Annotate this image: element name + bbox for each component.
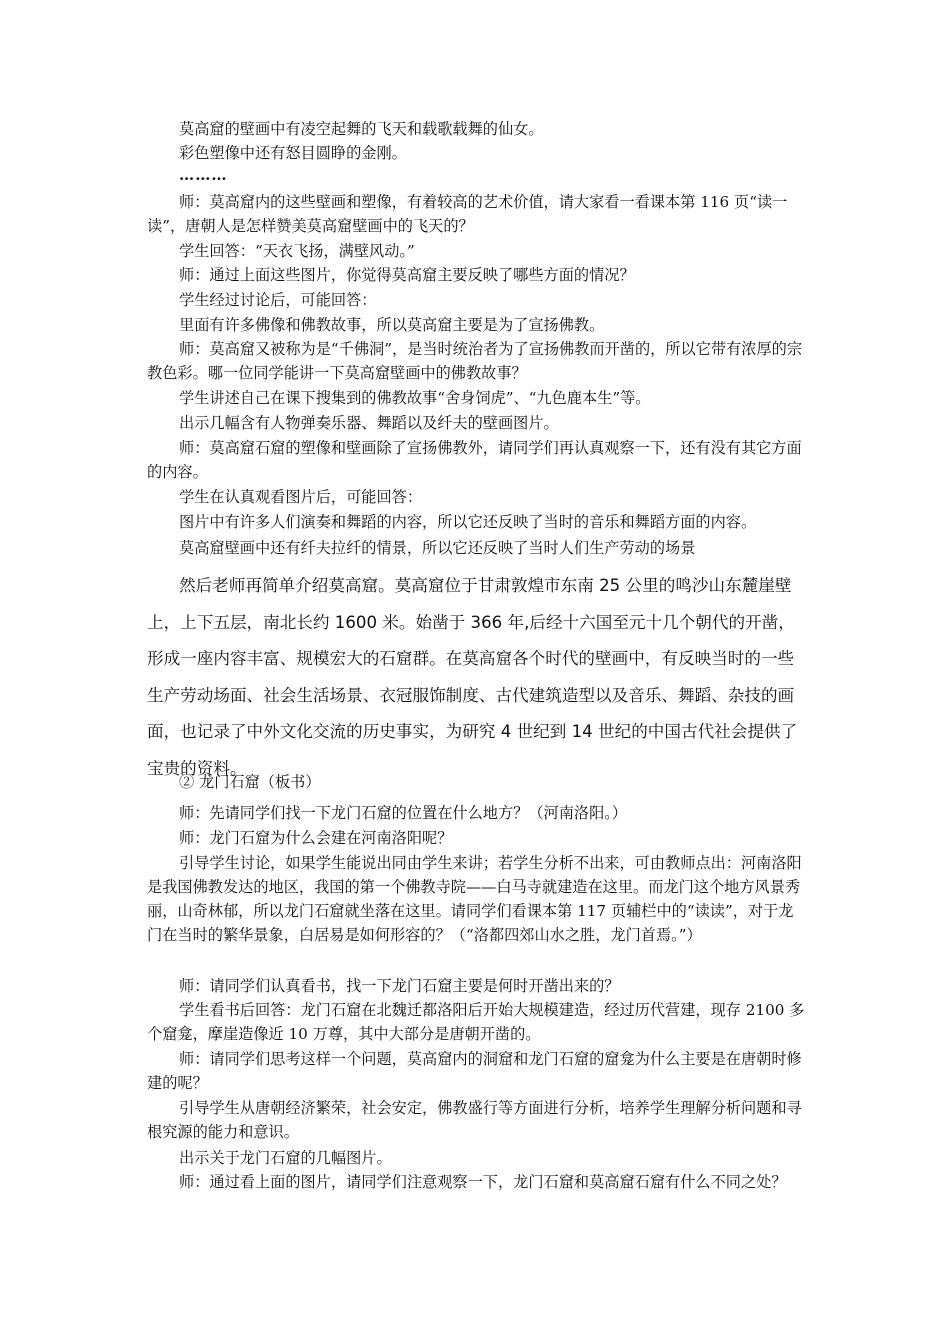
paragraph-feitian: 莫高窟的壁画中有凌空起舞的飞天和载歌载舞的仙女。: [179, 120, 544, 138]
paragraph-music-dance: 图片中有许多人们演奏和舞蹈的内容，所以它还反映了当时的音乐和舞蹈方面的内容。: [179, 513, 757, 531]
paragraph-student-discuss: 学生经过讨论后，可能回答：: [179, 291, 377, 309]
section-heading-longmen: ② 龙门石窟（板书）: [179, 773, 321, 791]
paragraph-student-reply: 学生看书后回答：龙门石窟在北魏迁都洛阳后开始大规模建造，经过历代营建，现存 2100 多个窟龛，摩崖造像近 10 万尊，其中大部分是唐朝开凿的。: [147, 1001, 805, 1043]
paragraph-teacher-read: 师：莫高窟内的这些壁画和塑像，有着较高的艺术价值，请大家看一看课本第 116 页“读一读”，唐朝人是怎样赞美莫高窟壁画中的飞天的？: [147, 193, 788, 235]
paragraph-student-answer-1: 学生回答：“天衣飞扬，满壁风动。”: [179, 242, 415, 260]
paragraph-guide-discussion: 引导学生讨论，如果学生能说出同由学生来讲；若学生分析不出来，可由教师点出：河南洛阳是我国佛教发达的地区，我国的第一个佛教寺院——白马寺就建造在这里。而龙门这个地方风景秀丽，山奇林郁，所以龙门石窟就坐落在这里。请同学们看课本第 117 页辅栏中的“读读”，对于龙门在当时的繁华景象，白居易是如何形容的？（“洛都四郊山水之胜，龙门首焉。”）: [147, 854, 802, 944]
paragraph-ellipsis: ………: [179, 166, 228, 184]
paragraph-teacher-question-1: 师：通过上面这些图片，你觉得莫高窟主要反映了哪些方面的情况？: [179, 266, 635, 284]
paragraph-show-longmen: 出示关于龙门石窟的几幅图片。: [179, 1149, 392, 1167]
paragraph-trackers: 莫高窟壁画中还有纤夫拉纤的情景，所以它还反映了当时人们生产劳动的场景: [179, 539, 696, 557]
paragraph-mogao-intro: 然后老师再简单介绍莫高窟。莫高窟位于甘肃敦煌市东南 25 公里的鸣沙山东麓崖壁上，上下五层，南北长约 1600 米。始凿于 366 年,后经十六国至元十几个朝代的开凿，形成一座内容丰富、规模宏大的石窟群。在莫高窟各个时代的壁画中，有反映当时的一些生产劳动场面、社会生活场景、衣冠服饰制度、古代建筑造型以及音乐、舞蹈、杂技的画面，也记录了中外文化交流的历史事实，为研究 4 世纪到 14 世纪的中国古代社会提供了宝贵的资料。: [147, 576, 798, 778]
paragraph-buddhism-answer: 里面有许多佛像和佛教故事，所以莫高窟主要是为了宣扬佛教。: [179, 316, 605, 334]
paragraph-location-question: 师：先请同学们找一下龙门石窟的位置在什么地方？（河南洛阳。）: [179, 804, 628, 822]
paragraph-why-luoyang: 师：龙门石窟为什么会建在河南洛阳呢？: [179, 829, 453, 847]
paragraph-guide-analysis: 引导学生从唐朝经济繁荣，社会安定，佛教盛行等方面进行分析，培养学生理解分析问题和寻根究源的能力和意识。: [147, 1099, 802, 1141]
paragraph-qianfodong: 师：莫高窟又被称为是“千佛洞”，是当时统治者为了宣扬佛教而开凿的，所以它带有浓厚的宗教色彩。哪一位同学能讲一下莫高窟壁画中的佛教故事？: [147, 340, 803, 382]
paragraph-teacher-observe: 师：莫高窟石窟的塑像和壁画除了宣扬佛教外，请同学们再认真观察一下，还有没有其它方面的内容。: [147, 439, 802, 481]
paragraph-compare-question: 师：通过看上面的图片，请同学们注意观察一下，龙门石窟和莫高窟石窟有什么不同之处？: [179, 1173, 787, 1191]
paragraph-tang-question: 师：请同学们思考这样一个问题，莫高窟内的洞窟和龙门石窟的窟龛为什么主要是在唐朝时修建的呢？: [147, 1050, 802, 1092]
paragraph-stories: 学生讲述自己在课下搜集到的佛教故事“舍身饲虎”、“九色鹿本生”等。: [179, 389, 651, 407]
paragraph-show-images: 出示几幅含有人物弹奏乐器、舞蹈以及纤夫的壁画图片。: [179, 414, 559, 432]
paragraph-student-watch: 学生在认真观看图片后，可能回答：: [179, 488, 422, 506]
paragraph-when-carved: 师：请同学们认真看书，找一下龙门石窟主要是何时开凿出来的？: [179, 977, 620, 995]
paragraph-jingang: 彩色塑像中还有怒目圆睁的金刚。: [179, 144, 407, 162]
